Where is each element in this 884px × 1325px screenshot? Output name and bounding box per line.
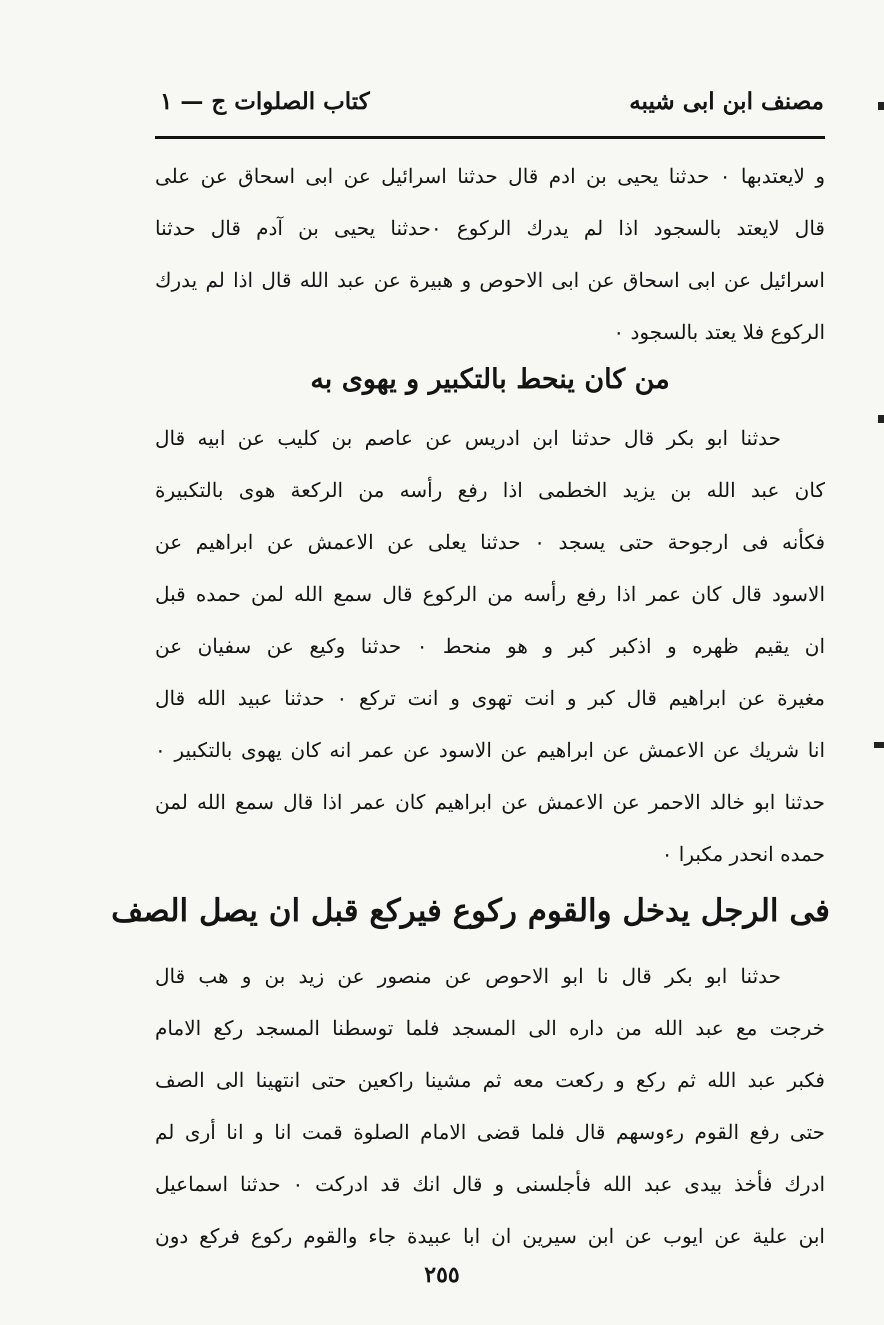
text-line: حدثنا ابو خالد الاحمر عن الاعمش عن ابراهيم كان عمر اذا قال سمع الله لمن bbox=[155, 790, 825, 814]
section-heading-2: فى الرجل يدخل والقوم ركوع فيركع قبل ان يصل الصف bbox=[111, 893, 830, 929]
text-line: حتى رفع القوم رءوسهم قال فلما قضى الامام الصلوة قمت انا و انا أرى لم bbox=[155, 1120, 825, 1144]
header-rule bbox=[155, 136, 825, 139]
text-line: ادرك فأخذ بيدى عبد الله فأجلسنى و قال انك قد ادركت ۰ حدثنا اسماعيل bbox=[155, 1172, 825, 1196]
text-line: فكبر عبد الله ثم ركع و ركعت معه ثم مشينا راكعين حتى انتهينا الى الصف bbox=[155, 1068, 825, 1092]
margin-mark bbox=[874, 742, 884, 748]
text-line: حدثنا ابو بكر قال نا ابو الاحوص عن منصور عن زيد بن و هب قال bbox=[155, 964, 781, 988]
paragraph-3 bbox=[155, 950, 825, 1262]
text-line: انا شريك عن الاعمش عن ابراهيم عن الاسود عن عمر انه كان يهوى بالتكبير ۰ bbox=[155, 738, 825, 762]
text-line: قال لايعتد بالسجود اذا لم يدرك الركوع ۰حدثنا يحيى بن آدم قال حدثنا bbox=[155, 216, 825, 240]
text-line: حدثنا ابو بكر قال حدثنا ابن ادريس عن عاصم بن كليب عن ابيه قال bbox=[155, 426, 782, 450]
text-line: اسرائيل عن ابى اسحاق عن ابى الاحوص و هبيرة عن عبد الله قال اذا لم يدرك bbox=[155, 268, 825, 292]
text-line: ان يقيم ظهره و اذكبر كبر و هو منحط ۰ حدثنا وكيع عن سفيان عن bbox=[155, 634, 825, 658]
header-chapter-title: كتاب الصلوات ج — ١ bbox=[160, 88, 370, 115]
text-line: الاسود قال كان عمر اذا رفع رأسه من الركوع قال سمع الله لمن حمده قبل bbox=[155, 582, 825, 606]
page-number: ٢٥٥ bbox=[424, 1262, 460, 1288]
text-line: الركوع فلا يعتد بالسجود ۰ bbox=[613, 320, 825, 344]
text-line: و لايعتدبها ۰ حدثنا يحيى بن ادم قال حدثنا اسرائيل عن ابى اسحاق عن على bbox=[155, 164, 825, 188]
text-line: ابن علية عن ايوب عن ابن سيرين ان ابا عبيدة جاء والقوم ركوع فركع دون bbox=[155, 1224, 825, 1248]
paragraph-2 bbox=[155, 412, 825, 880]
running-header bbox=[160, 78, 824, 128]
text-line: فكأنه فى ارجوحة حتى يسجد ۰ حدثنا يعلى عن الاعمش عن ابراهيم عن bbox=[155, 530, 825, 554]
text-line: كان عبد الله بن يزيد الخطمى اذا رفع رأسه من الركعة هوى بالتكبيرة bbox=[155, 478, 825, 502]
text-line: مغيرة عن ابراهيم قال كبر و انت تهوى و انت تركع ۰ حدثنا عبيد الله قال bbox=[155, 686, 825, 710]
section-heading-1: من كان ينحط بالتكبير و يهوى به bbox=[310, 364, 670, 395]
header-book-title: مصنف ابن ابى شيبه bbox=[629, 88, 824, 115]
margin-mark bbox=[878, 415, 884, 423]
text-line: حمده انحدر مكبرا ۰ bbox=[661, 842, 825, 866]
margin-mark bbox=[878, 102, 884, 110]
paragraph-1 bbox=[155, 150, 825, 358]
text-line: خرجت مع عبد الله من داره الى المسجد فلما توسطنا المسجد ركع الامام bbox=[155, 1016, 825, 1040]
